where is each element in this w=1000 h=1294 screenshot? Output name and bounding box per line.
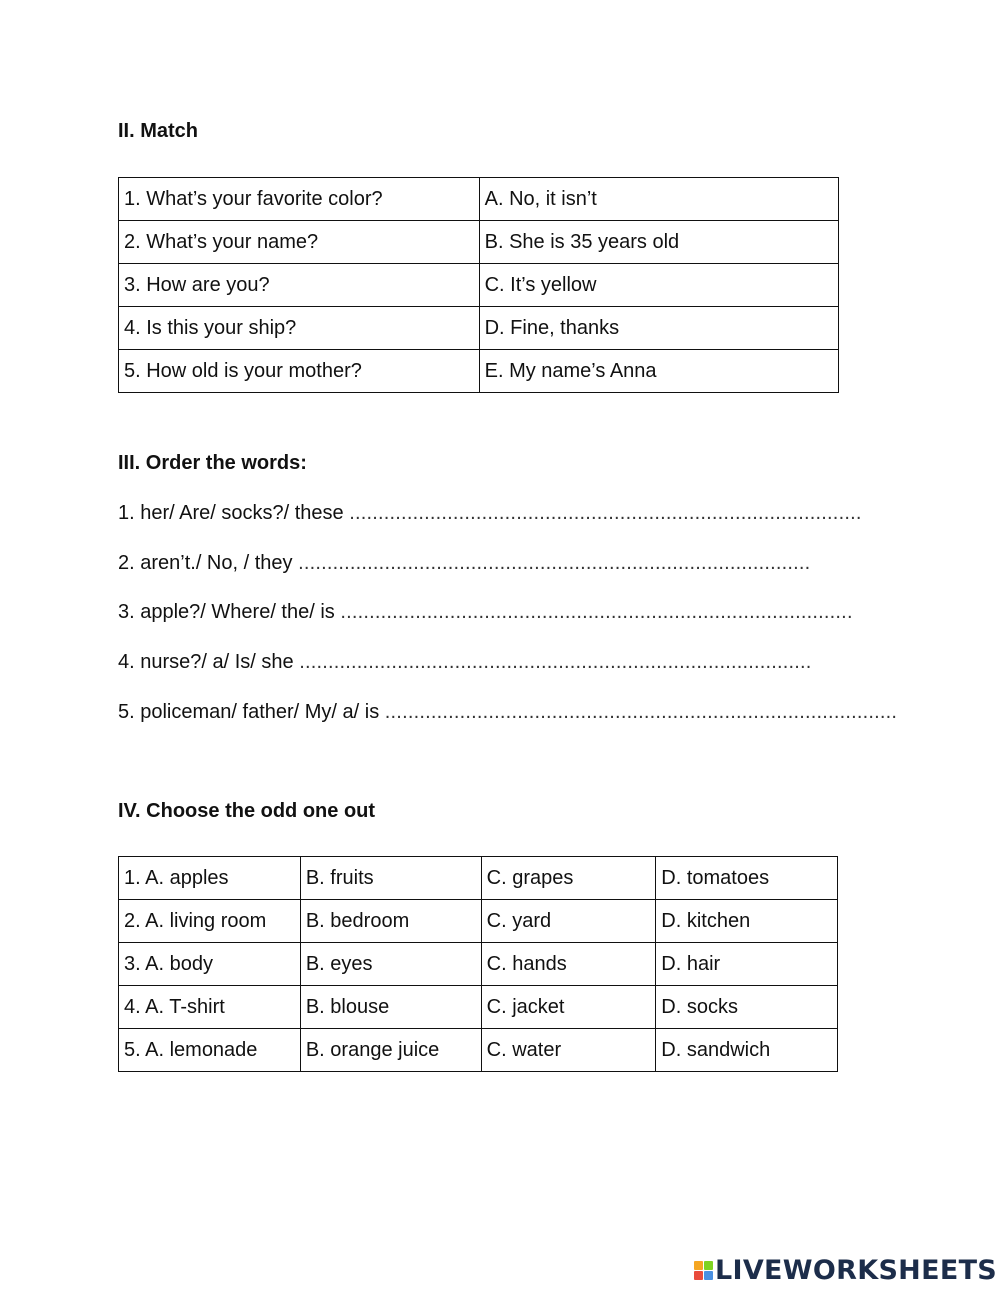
option-cell[interactable]: D. hair [656, 943, 838, 986]
option-cell[interactable]: B. eyes [300, 943, 481, 986]
option-cell[interactable]: B. fruits [300, 857, 481, 900]
option-cell[interactable]: D. tomatoes [656, 857, 838, 900]
match-answer: A. No, it isn’t [479, 178, 838, 221]
section-title-order: III. Order the words: [118, 452, 307, 474]
table-row [119, 857, 838, 900]
table-row [119, 1029, 838, 1072]
order-prompt: 2. aren’t./ No, / they [118, 552, 293, 574]
option-cell[interactable]: C. hands [481, 943, 656, 986]
section-title-match: II. Match [118, 120, 199, 142]
table-row [119, 264, 839, 307]
option-cell[interactable]: B. bedroom [300, 900, 481, 943]
logo-square [704, 1261, 713, 1270]
option-cell[interactable]: 4. A. T-shirt [119, 986, 301, 1029]
option-cell[interactable]: D. sandwich [656, 1029, 838, 1072]
order-prompt: 3. apple?/ Where/ the/ is [118, 601, 335, 623]
logo-square [704, 1271, 713, 1280]
order-prompt: 4. nurse?/ a/ Is/ she [118, 651, 294, 673]
answer-blank[interactable]: ......................................................................................... [299, 651, 812, 673]
table-row [119, 178, 839, 221]
brand-wordmark: LIVEWORKSHEETS [715, 1254, 998, 1286]
option-cell[interactable]: 2. A. living room [119, 900, 301, 943]
match-answer: B. She is 35 years old [479, 221, 838, 264]
option-cell[interactable]: C. grapes [481, 857, 656, 900]
match-table [118, 177, 839, 393]
match-question: 1. What’s your favorite color? [119, 178, 480, 221]
logo-square [694, 1261, 703, 1270]
order-item [118, 601, 853, 624]
match-question: 5. How old is your mother? [119, 350, 480, 393]
answer-blank[interactable]: ......................................................................................... [384, 701, 898, 723]
liveworksheets-logo-icon [694, 1261, 713, 1280]
option-cell[interactable]: D. kitchen [656, 900, 838, 943]
option-cell[interactable]: B. blouse [300, 986, 481, 1029]
match-answer: D. Fine, thanks [479, 307, 838, 350]
table-row [119, 350, 839, 393]
order-prompt: 1. her/ Are/ socks?/ these [118, 502, 344, 524]
order-item [118, 552, 810, 575]
option-cell[interactable]: B. orange juice [300, 1029, 481, 1072]
order-prompt: 5. policeman/ father/ My/ a/ is [118, 701, 380, 723]
answer-blank[interactable]: ......................................................................................... [349, 502, 862, 524]
match-question: 4. Is this your ship? [119, 307, 480, 350]
option-cell[interactable]: C. water [481, 1029, 656, 1072]
table-row [119, 307, 839, 350]
odd-one-out-table [118, 856, 838, 1072]
option-cell[interactable]: D. socks [656, 986, 838, 1029]
answer-blank[interactable]: ......................................................................................... [298, 552, 811, 574]
table-row [119, 900, 838, 943]
order-item [118, 701, 897, 724]
option-cell[interactable]: 5. A. lemonade [119, 1029, 301, 1072]
option-cell[interactable]: C. yard [481, 900, 656, 943]
match-question: 2. What’s your name? [119, 221, 480, 264]
option-cell[interactable]: C. jacket [481, 986, 656, 1029]
match-answer: E. My name’s Anna [479, 350, 838, 393]
option-cell[interactable]: 1. A. apples [119, 857, 301, 900]
match-answer: C. It’s yellow [479, 264, 838, 307]
answer-blank[interactable]: ......................................................................................... [340, 601, 853, 623]
logo-square [694, 1271, 703, 1280]
table-row [119, 943, 838, 986]
table-row [119, 221, 839, 264]
match-question: 3. How are you? [119, 264, 480, 307]
section-title-odd-one-out: IV. Choose the odd one out [118, 800, 376, 822]
table-row [119, 986, 838, 1029]
order-item [118, 651, 812, 674]
order-item [118, 502, 862, 525]
liveworksheets-brand [694, 1256, 997, 1284]
option-cell[interactable]: 3. A. body [119, 943, 301, 986]
